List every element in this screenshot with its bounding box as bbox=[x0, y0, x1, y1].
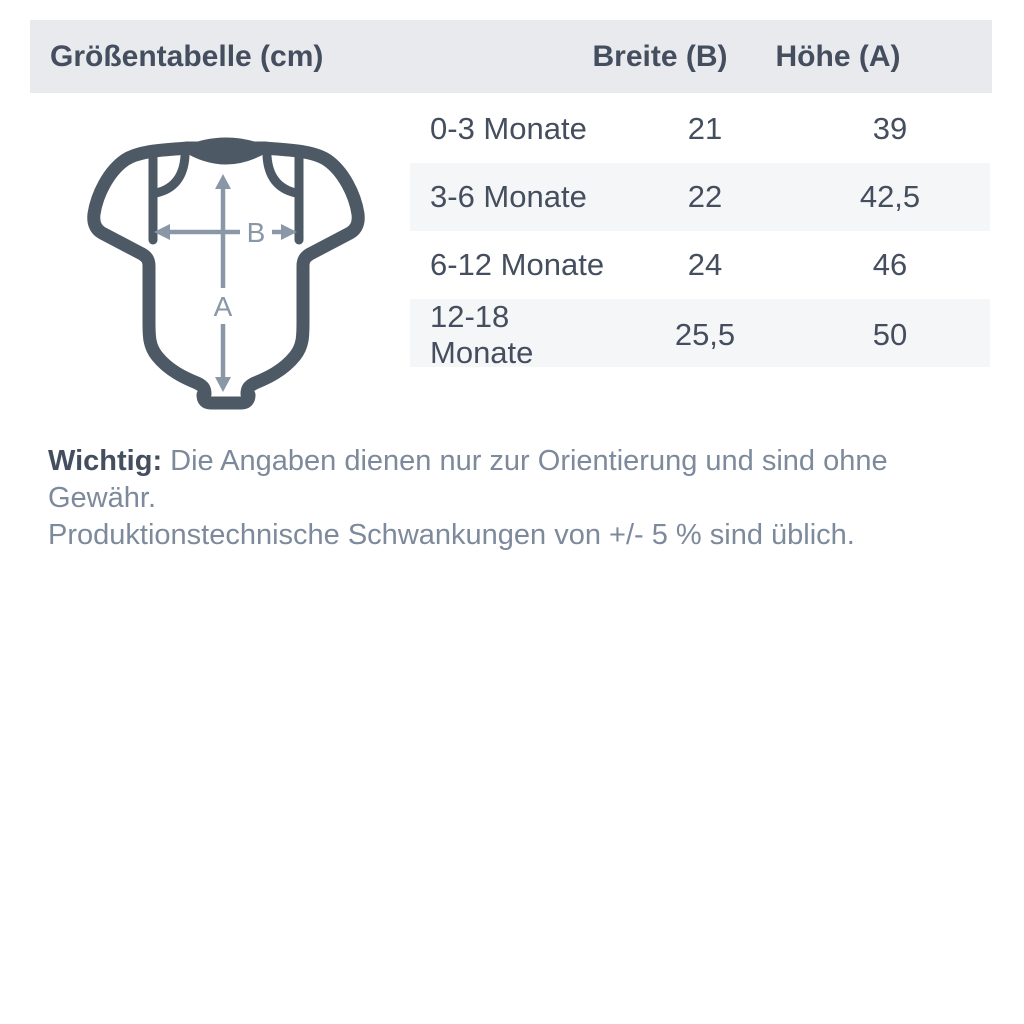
size-label: 12-18 Monate bbox=[430, 299, 534, 370]
size-label: 3-6 Monate bbox=[430, 179, 587, 214]
table-row bbox=[410, 231, 990, 299]
height-value: 50 bbox=[872, 317, 908, 352]
size-table bbox=[410, 95, 990, 370]
height-value: 46 bbox=[872, 247, 908, 282]
table-row bbox=[410, 299, 990, 370]
width-value: 24 bbox=[687, 247, 723, 282]
height-value: 39 bbox=[872, 111, 908, 146]
width-value: 21 bbox=[687, 111, 723, 146]
size-label: 0-3 Monate bbox=[430, 111, 587, 146]
table-row bbox=[410, 95, 990, 163]
disclaimer-note bbox=[48, 443, 988, 554]
height-label-a: A bbox=[213, 291, 233, 322]
width-value: 22 bbox=[687, 179, 723, 214]
size-label: 6-12 Monate bbox=[430, 247, 605, 282]
table-header-bar bbox=[30, 20, 992, 93]
column-header-height: Höhe (A) bbox=[775, 39, 901, 73]
table-row bbox=[410, 163, 990, 231]
baby-bodysuit-icon bbox=[85, 126, 369, 412]
disclaimer-line1: Die Angaben dienen nur zur Orientierung und sind ohne Gewähr. bbox=[48, 445, 888, 514]
disclaimer-line2: Produktionstechnische Schwankungen von +/- 5 % sind üblich. bbox=[48, 519, 855, 551]
page-title: Größentabelle (cm) bbox=[50, 39, 324, 73]
width-label-b: B bbox=[246, 217, 266, 248]
width-value: 25,5 bbox=[674, 317, 736, 352]
column-header-width: Breite (B) bbox=[592, 39, 728, 73]
height-value: 42,5 bbox=[859, 179, 921, 214]
disclaimer-label: Wichtig: bbox=[48, 445, 163, 477]
